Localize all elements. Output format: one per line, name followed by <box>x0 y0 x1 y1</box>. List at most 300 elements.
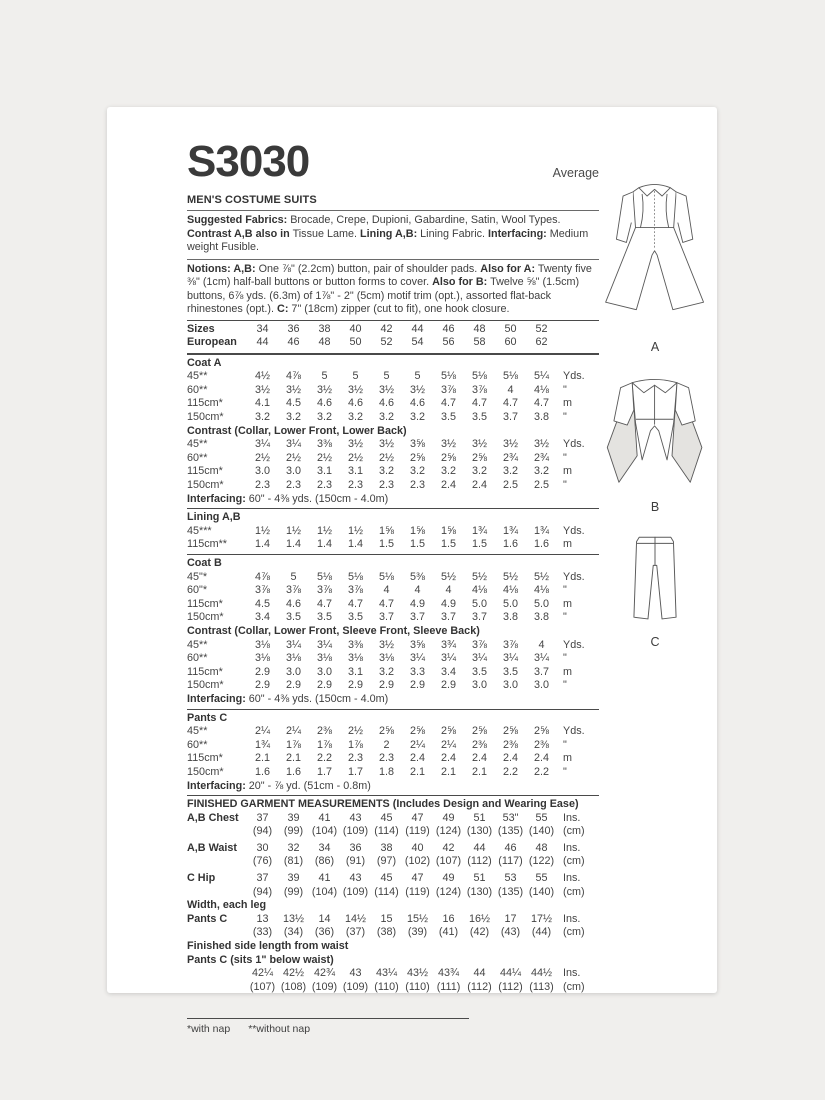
cell-value: 3.2 <box>378 665 394 678</box>
without-nap-note: **without nap <box>248 1023 311 1036</box>
table-row <box>187 370 599 384</box>
cell-value: 1½ <box>316 524 332 537</box>
coat-b-illustration <box>599 372 711 498</box>
table-row <box>187 411 599 425</box>
cell-value: 3.8 <box>533 611 549 624</box>
cell-value: 2⅜ <box>502 738 518 751</box>
main-column <box>187 137 599 1036</box>
table-row <box>187 598 599 612</box>
cell-value: 2¼ <box>254 725 270 738</box>
cell-value: 3¾ <box>440 638 456 651</box>
cell-value: 3½ <box>440 438 456 451</box>
unit-label: Ins. <box>563 912 581 925</box>
cell-value: 49 <box>442 872 455 885</box>
unit-label: " <box>563 738 567 751</box>
cell-value: 1⅞ <box>316 738 332 751</box>
cell-value: 40 <box>411 841 424 854</box>
cell-value: (37) <box>345 926 366 939</box>
cell-value: 39 <box>287 811 300 824</box>
cell-value: 3½ <box>378 638 394 651</box>
cell-value: 4⅛ <box>533 584 549 597</box>
cell-value: 1¾ <box>254 738 270 751</box>
cell-value: 2⅝ <box>378 725 394 738</box>
cell-value: 3½ <box>378 383 394 396</box>
table-row <box>187 812 599 826</box>
cell-value: 58 <box>473 336 486 349</box>
table-row <box>187 465 599 479</box>
cell-value: 2⅝ <box>440 451 456 464</box>
cell-value: (114) <box>374 885 399 898</box>
cell-value: 3⅞ <box>254 584 270 597</box>
unit-label: " <box>563 451 567 464</box>
view-a-figure <box>599 176 711 354</box>
cell-value: 3.7 <box>378 611 394 624</box>
cell-value: 2.9 <box>285 679 301 692</box>
cell-value: 1.4 <box>254 538 270 551</box>
cell-value: 3⅛ <box>285 652 301 665</box>
cell-value: 3¼ <box>316 638 332 651</box>
cell-value: 4.6 <box>409 397 425 410</box>
unit-label: (cm) <box>563 885 585 898</box>
cell-value: 16 <box>442 912 455 925</box>
unit-label: m <box>563 397 572 410</box>
unit-label: Yds. <box>563 438 585 451</box>
bold-run: Interfacing: <box>187 779 246 792</box>
cell-value: (140) <box>528 825 555 838</box>
cell-value: (135) <box>497 825 524 838</box>
cell-value: 42 <box>442 841 455 854</box>
cell-value: 4 <box>383 584 390 597</box>
cell-value: (111) <box>436 980 461 993</box>
cell-value: (124) <box>435 885 462 898</box>
cell-value: 2.4 <box>533 752 549 765</box>
cell-value: 2.1 <box>254 752 270 765</box>
cell-value: 3⅝ <box>409 638 425 651</box>
table-note <box>187 780 599 797</box>
cell-value: 3⅛ <box>254 638 270 651</box>
table-row <box>187 666 599 680</box>
row-label: 60"* <box>187 584 208 597</box>
row-label: 150cm* <box>187 611 224 624</box>
row-label: 60** <box>187 383 208 396</box>
unit-label: (cm) <box>563 855 585 868</box>
row-label: 115cm* <box>187 465 223 478</box>
table-row <box>187 397 599 411</box>
cell-value: 3.1 <box>347 665 363 678</box>
pattern-envelope-back <box>107 107 717 1036</box>
cell-value: 2.3 <box>347 479 363 492</box>
cell-value: 3.0 <box>285 465 301 478</box>
cell-value: 1.4 <box>347 538 363 551</box>
cell-value: 3.0 <box>502 679 518 692</box>
cell-value: 47 <box>411 811 424 824</box>
unit-label: m <box>563 752 572 765</box>
cell-value: 5⅛ <box>316 570 332 583</box>
cell-value: 2.4 <box>471 479 487 492</box>
nap-legend <box>187 1018 469 1035</box>
page-title: MEN'S COSTUME SUITS <box>187 194 317 206</box>
table-row <box>187 336 599 350</box>
cell-value: 3.8 <box>533 411 549 424</box>
difficulty-label: Average <box>552 166 599 180</box>
cell-value: 4.7 <box>502 397 518 410</box>
text-run: Tissue Lame. <box>289 227 360 240</box>
cell-value: 1.5 <box>440 538 456 551</box>
cell-value: 42 <box>380 322 393 335</box>
cell-value: 2⅝ <box>471 451 487 464</box>
table-row <box>187 479 599 493</box>
row-label: Sizes <box>187 322 215 335</box>
table-row <box>187 323 599 337</box>
cell-value: 1½ <box>347 524 363 537</box>
table-section-header: FINISHED GARMENT MEASUREMENTS (Includes Design and Wearing Ease) <box>187 798 579 811</box>
cell-value: 2.4 <box>471 752 487 765</box>
text-run: 7" (18cm) zipper (cut to fit), one hook closure. <box>288 303 510 315</box>
cell-value: 3.2 <box>316 411 332 424</box>
cell-value: 4⅛ <box>502 584 518 597</box>
cell-value: 3⅛ <box>378 652 394 665</box>
cell-value: 4.7 <box>533 397 549 410</box>
cell-value: 1⅞ <box>285 738 301 751</box>
table-section-header: Pants C (sits 1" below waist) <box>187 953 334 966</box>
cell-value: 3.2 <box>440 465 456 478</box>
cell-value: 3⅞ <box>285 584 301 597</box>
cell-value: 47 <box>411 872 424 885</box>
cell-value: 1¾ <box>533 524 549 537</box>
row-label: 45** <box>187 638 208 651</box>
cell-value: 2.2 <box>533 765 549 778</box>
cell-value: 2.3 <box>285 479 301 492</box>
cell-value: 3.7 <box>409 611 425 624</box>
cell-value: 3.2 <box>471 465 487 478</box>
cell-value: 3.5 <box>471 411 487 424</box>
cell-value: 3⅞ <box>440 383 456 396</box>
text-run: 60" - 4⅜ yds. (150cm - 4.0m) <box>245 492 389 505</box>
unit-label: Yds. <box>563 638 585 651</box>
row-label: 115cm* <box>187 397 223 410</box>
cell-value: 56 <box>442 336 455 349</box>
coat-a-illustration <box>599 176 711 338</box>
table-row <box>187 752 599 766</box>
cell-value: 1¾ <box>502 524 518 537</box>
cell-value: 4⅛ <box>533 383 549 396</box>
cell-value: 3⅝ <box>409 438 425 451</box>
cell-value: 1½ <box>254 524 270 537</box>
cell-value: (94) <box>252 825 273 838</box>
cell-value: (81) <box>283 855 304 868</box>
table-section-header: Contrast (Collar, Lower Front, Sleeve Front, Sleeve Back) <box>187 624 480 637</box>
table-row <box>187 981 599 995</box>
cell-value: 5½ <box>533 570 549 583</box>
table-note <box>187 693 599 710</box>
unit-label: " <box>563 584 567 597</box>
cell-value: 1½ <box>285 524 301 537</box>
cell-value: 3½ <box>285 383 301 396</box>
cell-value: 13½ <box>282 912 304 925</box>
cell-value: 45 <box>380 872 393 885</box>
bold-run: C: <box>277 303 289 315</box>
cell-value: 55 <box>535 872 548 885</box>
cell-value: 3¼ <box>285 438 301 451</box>
cell-value: 2¾ <box>533 451 549 464</box>
cell-value: 4.7 <box>347 597 363 610</box>
cell-value: 30 <box>256 841 269 854</box>
cell-value: 2.4 <box>502 752 518 765</box>
cell-value: (44) <box>531 926 552 939</box>
cell-value: 3⅛ <box>316 652 332 665</box>
cell-value: 4.7 <box>471 397 487 410</box>
cell-value: 3.4 <box>254 611 270 624</box>
cell-value: 3.2 <box>378 465 394 478</box>
cell-value: 17½ <box>530 912 552 925</box>
pattern-number: S3030 <box>187 137 310 186</box>
table-row <box>187 842 599 856</box>
cell-value: 2.2 <box>316 752 332 765</box>
cell-value: 5⅛ <box>502 370 518 383</box>
cell-value: 43 <box>349 967 362 980</box>
cell-value: (110) <box>405 980 430 993</box>
cell-value: 42½ <box>282 967 304 980</box>
cell-value: 13 <box>256 912 269 925</box>
cell-value: (135) <box>497 885 524 898</box>
cell-value: 1.6 <box>285 765 301 778</box>
cell-value: 2.9 <box>378 679 394 692</box>
cell-value: 43½ <box>406 967 428 980</box>
cell-value: 4.6 <box>347 397 363 410</box>
cell-value: 5.0 <box>471 597 487 610</box>
cell-value: 2½ <box>378 451 394 464</box>
cell-value: 2.1 <box>409 765 425 778</box>
cell-value: 1.5 <box>471 538 487 551</box>
bold-run: Interfacing: <box>187 692 246 705</box>
cell-value: 4 <box>414 584 421 597</box>
row-label: 45"* <box>187 570 208 583</box>
cell-value: 3.0 <box>471 679 487 692</box>
table-section-header: Width, each leg <box>187 899 267 912</box>
cell-value: 2.9 <box>440 679 456 692</box>
unit-label: " <box>563 411 567 424</box>
cell-value: 3.0 <box>285 665 301 678</box>
cell-value: 3.2 <box>254 411 270 424</box>
row-label: 150cm* <box>187 765 224 778</box>
cell-value: 3.7 <box>533 665 549 678</box>
cell-value: 1.4 <box>285 538 301 551</box>
cell-value: (109) <box>342 980 369 993</box>
cell-value: (112) <box>467 980 492 993</box>
cell-value: 1.7 <box>347 765 363 778</box>
cell-value: 4.6 <box>285 597 301 610</box>
cell-value: 3⅞ <box>471 383 487 396</box>
unit-label: " <box>563 652 567 665</box>
cell-value: 2.1 <box>285 752 301 765</box>
cell-value: 3½ <box>316 383 332 396</box>
cell-value: (109) <box>342 885 369 898</box>
row-label: 115cm* <box>187 752 223 765</box>
cell-value: 2⅝ <box>409 725 425 738</box>
cell-value: 5 <box>290 570 297 583</box>
cell-value: 2.3 <box>347 752 363 765</box>
cell-value: 2.3 <box>316 479 332 492</box>
cell-value: 5⅛ <box>378 570 394 583</box>
bold-run: Also for A: <box>480 262 536 275</box>
cell-value: 4 <box>445 584 452 597</box>
table-row <box>187 872 599 886</box>
cell-value: 44¼ <box>499 967 521 980</box>
cell-value: 2⅝ <box>471 725 487 738</box>
cell-value: 3¼ <box>409 652 425 665</box>
table-row <box>187 886 599 900</box>
cell-value: 5.0 <box>533 597 549 610</box>
cell-value: 3.5 <box>502 665 518 678</box>
cell-value: 3.0 <box>533 679 549 692</box>
cell-value: 16½ <box>468 912 490 925</box>
cell-value: 3⅛ <box>254 652 270 665</box>
cell-value: 3½ <box>471 438 487 451</box>
cell-value: 2.3 <box>254 479 270 492</box>
cell-value: 3.5 <box>285 611 301 624</box>
table-row <box>187 639 599 653</box>
cell-value: 3½ <box>254 383 270 396</box>
cell-value: 48 <box>535 841 548 854</box>
table-row <box>187 525 599 539</box>
table-section-header: Finished side length from waist <box>187 940 349 953</box>
cell-value: (76) <box>252 855 273 868</box>
cell-value: 3⅞ <box>347 584 363 597</box>
cell-value: (34) <box>283 926 304 939</box>
cell-value: 32 <box>287 841 300 854</box>
cell-value: 3¼ <box>254 438 270 451</box>
cell-value: (114) <box>374 825 399 838</box>
unit-label: " <box>563 479 567 492</box>
cell-value: 2½ <box>285 451 301 464</box>
cell-value: 17 <box>504 912 517 925</box>
cell-value: 5⅜ <box>409 570 425 583</box>
cell-value: 40 <box>349 322 362 335</box>
row-label: 150cm* <box>187 679 224 692</box>
cell-value: 3.5 <box>471 665 487 678</box>
cell-value: 1.6 <box>502 538 518 551</box>
cell-value: 3.8 <box>502 611 518 624</box>
header <box>187 137 599 186</box>
cell-value: 3½ <box>502 438 518 451</box>
cell-value: 2.2 <box>502 765 518 778</box>
cell-value: 2¼ <box>285 725 301 738</box>
cell-value: 53 <box>504 872 517 885</box>
cell-value: 2.3 <box>409 479 425 492</box>
text-run: 20" - ⅞ yd. (51cm - 0.8m) <box>245 779 371 792</box>
table-section-header: Contrast (Collar, Lower Front, Lower Back) <box>187 424 407 437</box>
table-section-header: Coat B <box>187 557 222 569</box>
unit-label: (cm) <box>563 825 585 838</box>
cell-value: 2.3 <box>378 479 394 492</box>
view-c-figure <box>611 532 699 649</box>
cell-value: 3.2 <box>409 411 425 424</box>
cell-value: 39 <box>287 872 300 885</box>
cell-value: 2½ <box>347 451 363 464</box>
cell-value: 3½ <box>409 383 425 396</box>
unit-label: " <box>563 383 567 396</box>
cell-value: 2½ <box>347 725 363 738</box>
cell-value: (112) <box>498 980 523 993</box>
row-label: 60** <box>187 738 208 751</box>
cell-value: (122) <box>528 855 555 868</box>
view-b-label: B <box>650 500 660 514</box>
cell-value: 5⅛ <box>347 570 363 583</box>
unit-label: m <box>563 465 572 478</box>
table-row <box>187 611 599 625</box>
cell-value: 46 <box>504 841 517 854</box>
cell-value: 1¾ <box>471 524 487 537</box>
cell-value: 4 <box>538 638 545 651</box>
row-label: C Hip <box>187 872 216 885</box>
cell-value: 1.8 <box>378 765 394 778</box>
bold-run: Interfacing: <box>487 227 547 240</box>
with-nap-note: *with nap <box>187 1023 231 1036</box>
cell-value: 2.9 <box>254 665 270 678</box>
row-label: 115cm* <box>187 665 223 678</box>
cell-value: 42¾ <box>313 967 335 980</box>
cell-value: 1.6 <box>533 538 549 551</box>
cell-value: 2½ <box>254 451 270 464</box>
row-label: 115cm* <box>187 597 223 610</box>
cell-value: 3.5 <box>316 611 332 624</box>
cell-value: 60 <box>504 336 517 349</box>
text-run: Medium weight Fusible. <box>187 227 589 253</box>
cell-value: (130) <box>466 885 493 898</box>
cell-value: (108) <box>280 980 307 993</box>
cell-value: 14 <box>318 912 331 925</box>
cell-value: 4.6 <box>378 397 394 410</box>
cell-value: 5⅛ <box>440 370 456 383</box>
unit-label: Ins. <box>563 841 581 854</box>
cell-value: 49 <box>442 811 455 824</box>
cell-value: 48 <box>318 336 331 349</box>
cell-value: 1.6 <box>254 765 270 778</box>
cell-value: 5 <box>352 370 359 383</box>
table-row <box>187 652 599 666</box>
cell-value: 15 <box>380 912 393 925</box>
row-label: European <box>187 336 237 349</box>
yardage-table <box>187 323 599 995</box>
cell-value: 2 <box>383 738 390 751</box>
cell-value: 1.4 <box>316 538 332 551</box>
bold-run: Suggested Fabrics: <box>187 214 288 226</box>
cell-value: (42) <box>469 926 490 939</box>
cell-value: 3½ <box>347 438 363 451</box>
table-row <box>187 855 599 869</box>
table-note <box>187 493 599 510</box>
cell-value: 2.9 <box>254 679 270 692</box>
cell-value: 2⅜ <box>533 738 549 751</box>
cell-value: 2.9 <box>347 679 363 692</box>
cell-value: 3½ <box>347 383 363 396</box>
table-row <box>187 452 599 466</box>
cell-value: (119) <box>405 825 430 838</box>
cell-value: 3.5 <box>347 611 363 624</box>
cell-value: 3.0 <box>254 465 270 478</box>
cell-value: 1⅞ <box>347 738 363 751</box>
cell-value: 37 <box>256 872 269 885</box>
cell-value: 44 <box>473 841 486 854</box>
cell-value: 50 <box>504 322 517 335</box>
bold-run: Interfacing: <box>187 492 246 505</box>
table-row <box>187 384 599 398</box>
bold-run: Also for B: <box>432 276 488 288</box>
cell-value: 2⅝ <box>502 725 518 738</box>
cell-value: 3.2 <box>409 465 425 478</box>
cell-value: 3¼ <box>471 652 487 665</box>
cell-value: (104) <box>311 825 338 838</box>
